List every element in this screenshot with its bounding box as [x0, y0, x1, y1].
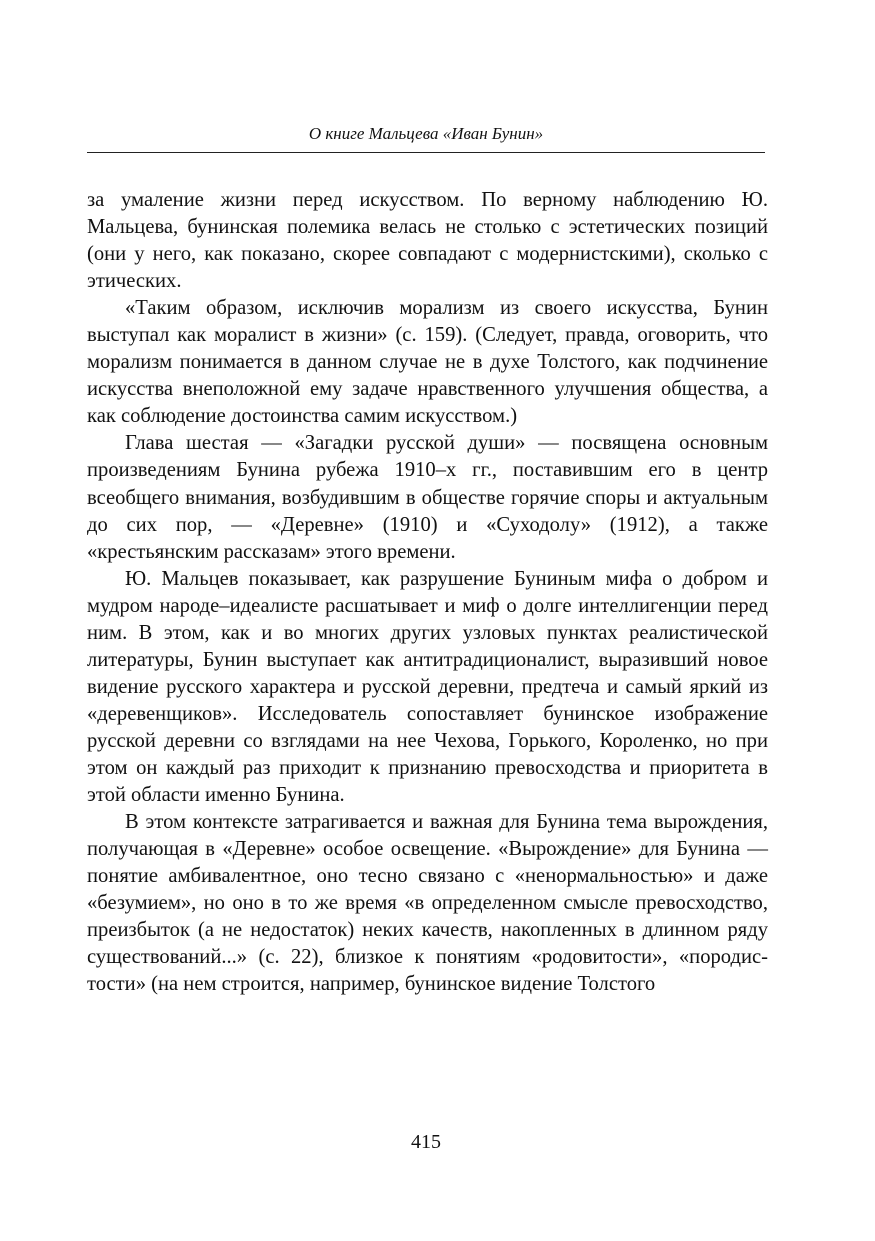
paragraph: Ю. Мальцев показывает, как разрушение Буниным мифа о добром и мудром народе–идеалисте расшатывает и миф о долге интеллигенции перед ним. В этом, как и во многих других узловых пунктах реалистической литературы, Бунин выступает как антитрадиционалист, выразивший новое видение русского характера и русской деревни, предтеча и самый яркий из «деревенщиков». Исследователь сопоставляет бунинское изображение русской деревни со взглядами на нее Чехова, Горького, Короленко, но при этом он каждый раз приходит к признанию превосходства и приоритета в этой области именно Бунина.	[87, 567, 768, 807]
page-number: 415	[411, 1131, 441, 1153]
header-rule	[87, 152, 765, 153]
paragraph-continuation: за умаление жизни перед искусством. По верному наблюдению Ю. Мальцева, бунинская полемика велась не столько с эстетических позиций (они у него, как показано, скорее совпадают с модернистскими), сколько с этических.	[87, 189, 768, 293]
paragraph: «Таким образом, исключив морализм из своего искусства, Бунин выступал как моралист в жизни» (с. 159). (Следует, правда, оговорить, что морализм понимается в данном случае не в духе Толстого, как подчинение искусства внеположной ему задаче нравственного улучшения общества, а как соблюдение достоинства самим искусством.)	[87, 297, 768, 428]
paragraph: Глава шестая — «Загадки русской души» — посвящена основным произведениям Бунина рубежа 1910–х гг., поставившим его в центр всеобщего внимания, возбудившим в обществе горячие споры и актуальным до сих пор, — «Деревне» (1910) и «Суходолу» (1912), а также «крестьянским рассказам» этого времени.	[87, 432, 768, 563]
paragraph: В этом контексте затрагивается и важная для Бунина тема вырождения, получающая в «Деревне» особое освещение. «Вырождение» для Бунина — понятие амбивалентное, оно тесно связано с «ненормальностью» и даже «безумием», но оно в то же время «в определенном смысле превосходство, преизбыток (а не недостаток) неких качеств, накопленных в длинном ряду существований...» (с. 22), близкое к понятиям «родовитости», «породистости» (на нем строится, например, бунинское видение Толстого	[87, 811, 768, 996]
running-header: О книге Мальцева «Иван Бунин»	[308, 124, 544, 143]
page-body	[87, 187, 768, 998]
